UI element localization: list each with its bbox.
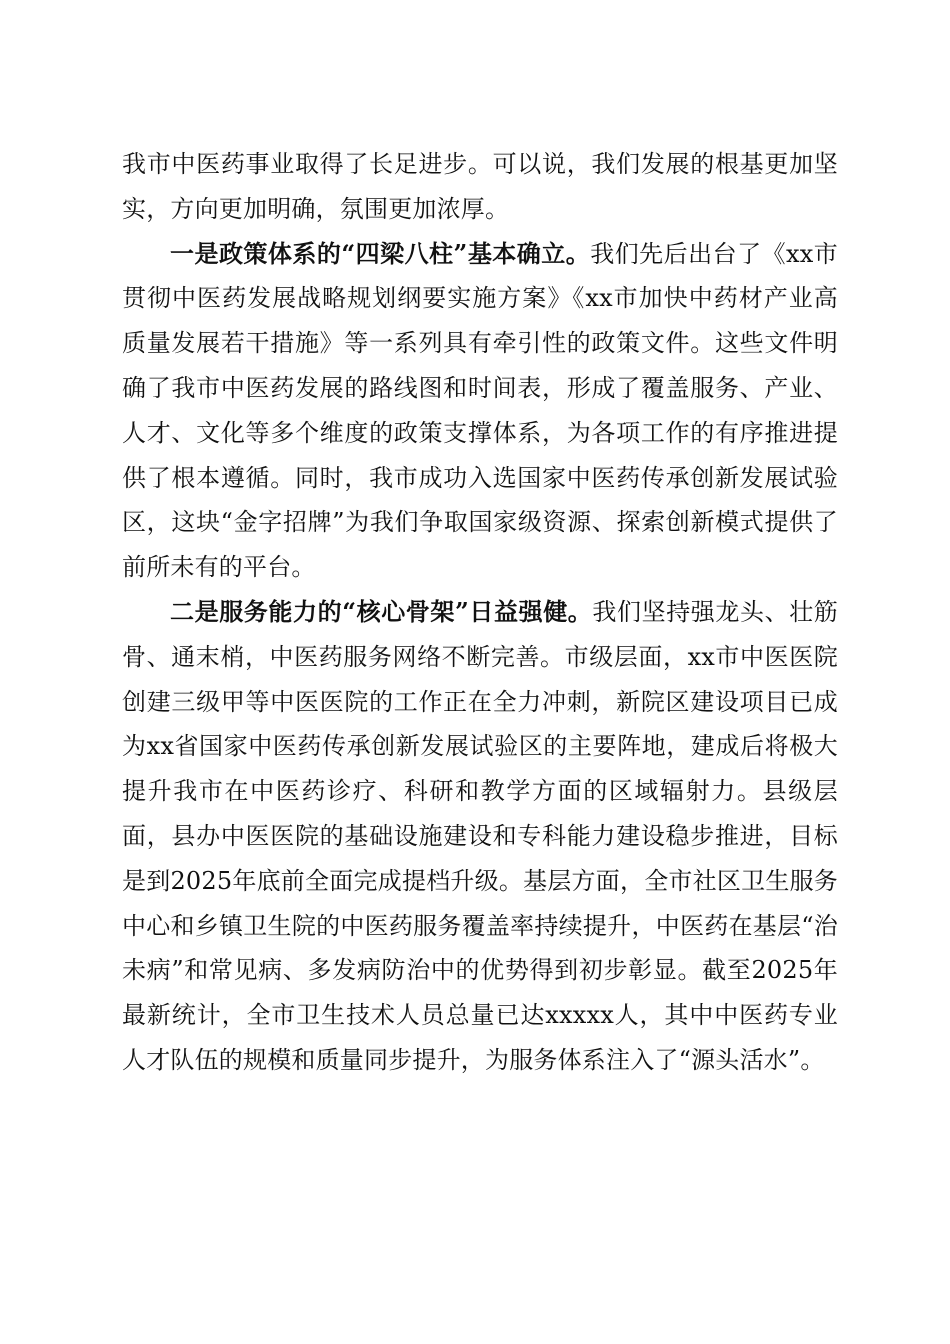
paragraph-intro-text: 我市中医药事业取得了长足进步。可以说，我们发展的根基更加坚实，方向更加明确，氛围更加浓厚。 [122, 150, 838, 223]
paragraph-service-capacity [122, 590, 838, 1083]
paragraph-policy-system-text: 我们先后出台了《xx市贯彻中医药发展战略规划纲要实施方案》《xx市加快中药材产业高质量发展若干措施》等一系列具有牵引性的政策文件。这些文件明确了我市中医药发展的路线图和时间表，形成了覆盖服务、产业、人才、文化等多个维度的政策支撑体系，为各项工作的有序推进提供了根本遵循。同时，我市成功入选国家中医药传承创新发展试验区，这块“金字招牌”为我们争取国家级资源、探索创新模式提供了前所未有的平台。 [122, 239, 838, 582]
paragraph-policy-system-heading: 一是政策体系的“四梁八柱”基本确立。 [170, 238, 591, 268]
paragraph-policy-system [122, 232, 838, 590]
paragraph-intro [122, 142, 838, 232]
paragraph-service-capacity-heading: 二是服务能力的“核心骨架”日益强健。 [170, 596, 593, 626]
paragraph-service-capacity-text: 我们坚持强龙头、壮筋骨、通末梢，中医药服务网络不断完善。市级层面，xx市中医医院创建三级甲等中医医院的工作正在全力冲刺，新院区建设项目已成为xx省国家中医药传承创新发展试验区的主要阵地，建成后将极大提升我市在中医药诊疗、科研和教学方面的区域辐射力。县级层面，县办中医医院的基础设施建设和专科能力建设稳步推进，目标是到2025年底前全面完成提档升级。基层方面，全市社区卫生服务中心和乡镇卫生院的中医药服务覆盖率持续提升，中医药在基层“治未病”和常见病、多发病防治中的优势得到初步彰显。截至2025年最新统计，全市卫生技术人员总量已达xxxxx人，其中中医药专业人才队伍的规模和质量同步提升，为服务体系注入了“源头活水”。 [122, 597, 838, 1074]
document-body [122, 142, 838, 1083]
